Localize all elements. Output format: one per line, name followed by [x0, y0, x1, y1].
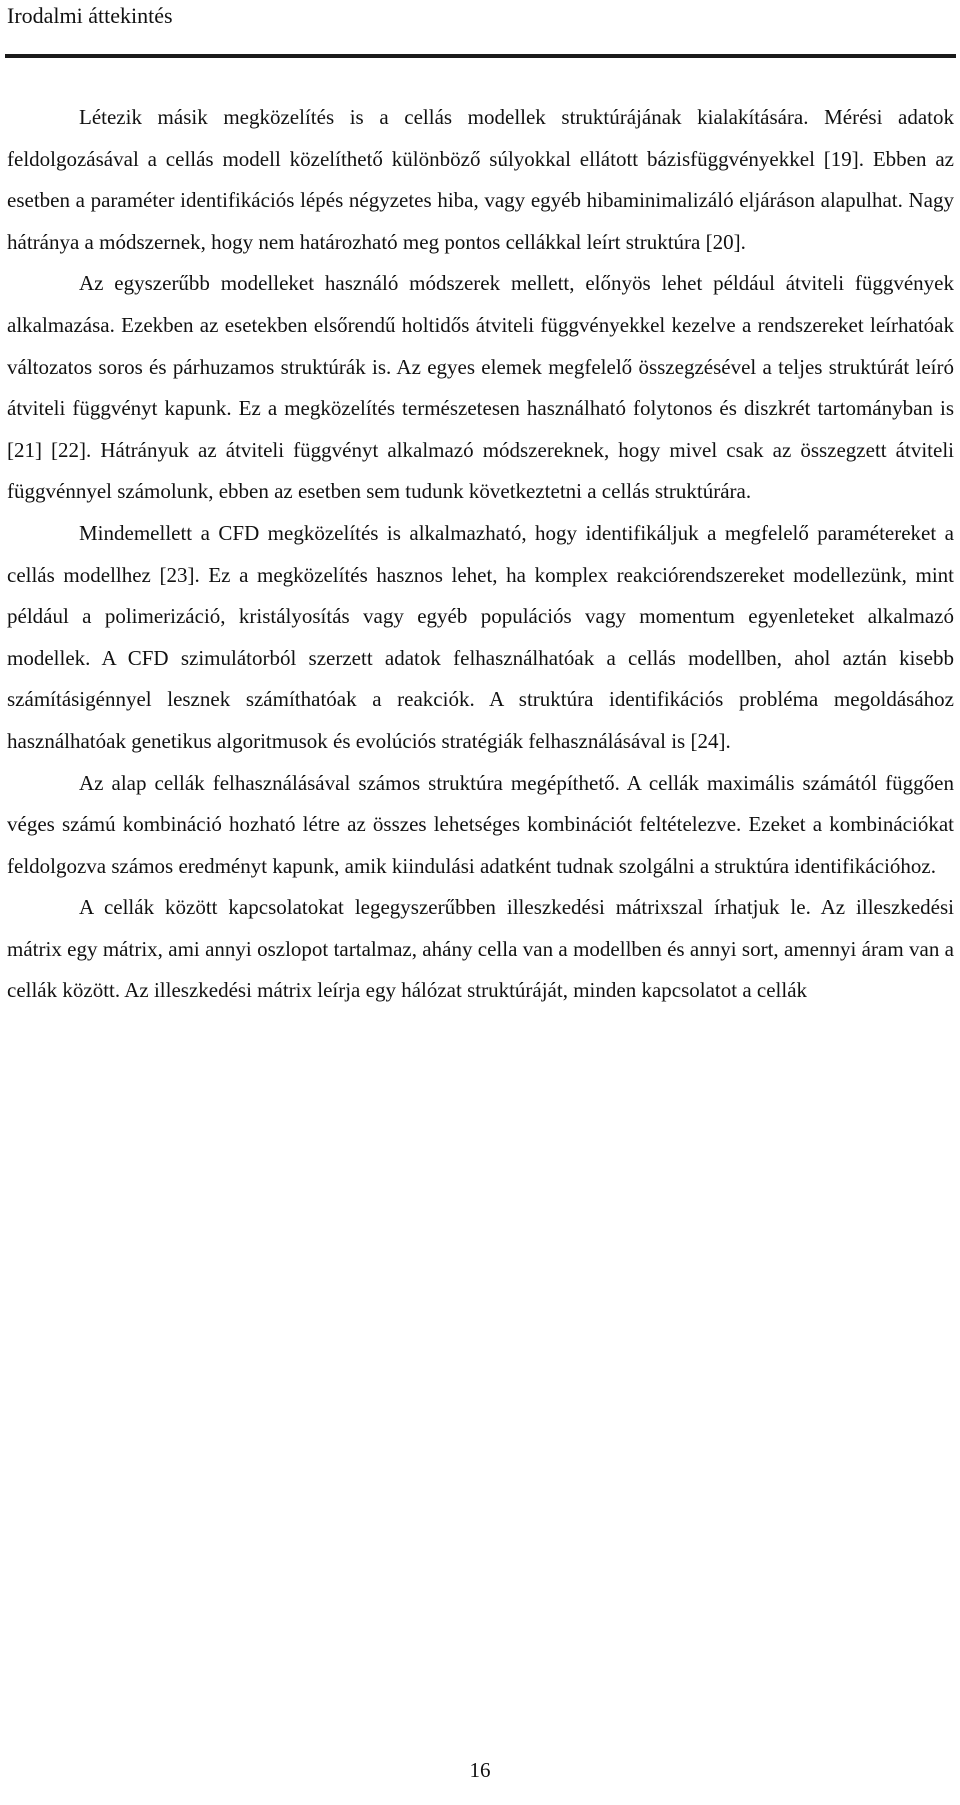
body-text	[7, 97, 954, 1012]
page-number: 16	[469, 1758, 491, 1782]
paragraph: Mindemellett a CFD megközelítés is alkalmazható, hogy identifikáljuk a megfelelő paramétereket a cellás modellhez [23]. Ez a megközelítés hasznos lehet, ha komplex reakciórendszereket modellezünk, mint például a polimerizáció, kristályosítás vagy egyéb populációs vagy momentum egyenleteket alkalmazó modellek. A CFD szimulátorból szerzett adatok felhasználhatóak a cellás modellben, ahol aztán kisebb számításigénnyel lesznek számíthatóak a reakciók. A struktúra identifikációs probléma megoldásához használhatóak genetikus algoritmusok és evolúciós stratégiák felhasználásával is [24].	[7, 520, 954, 753]
paragraph: Az egyszerűbb modelleket használó módszerek mellett, előnyös lehet például átviteli függvények alkalmazása. Ezekben az esetekben elsőrendű holtidős átviteli függvényekkel kezelve a rendszereket leírhatóak változatos soros és párhuzamos struktúrák is. Az egyes elemek megfelelő összegzésével a teljes struktúrát leíró átviteli függvényt kapunk. Ez a megközelítés természetesen használható folytonos és diszkrét tartományban is [21] [22]. Hátrányuk az átviteli függvényt alkalmazó módszereknek, hogy mivel csak az összegzett átviteli függvénnyel számolunk, ebben az esetben sem tudunk következtetni a cellás struktúrára.	[7, 271, 954, 504]
running-header: Irodalmi áttekintés	[7, 3, 173, 28]
paragraph: Létezik másik megközelítés is a cellás modellek struktúrájának kialakítására. Mérési adatok feldolgozásával a cellás modell közelíthető különböző súlyokkal ellátott bázisfüggvényekkel [19]. Ebben az esetben a paraméter identifikációs lépés négyzetes hiba, vagy egyéb hibaminimalizáló eljáráson alapulhat. Nagy hátránya a módszernek, hogy nem határozható meg pontos cellákkal leírt struktúra [20].	[7, 105, 954, 254]
paragraph: A cellák között kapcsolatokat legegyszerűbben illeszkedési mátrixszal írhatjuk le. Az illeszkedési mátrix egy mátrix, ami annyi oszlopot tartalmaz, ahány cella van a modellben és annyi sort, amennyi áram van a cellák között. Az illeszkedési mátrix leírja egy hálózat struktúráját, minden kapcsolatot a cellák	[7, 895, 954, 1003]
paragraph: Az alap cellák felhasználásával számos struktúra megépíthető. A cellák maximális számától függően véges számú kombináció hozható létre az összes lehetséges kombinációt feltételezve. Ezeket a kombinációkat feldolgozva számos eredményt kapunk, amik kiindulási adatként tudnak szolgálni a struktúra identifikációhoz.	[7, 770, 954, 878]
header-rule	[5, 54, 956, 58]
